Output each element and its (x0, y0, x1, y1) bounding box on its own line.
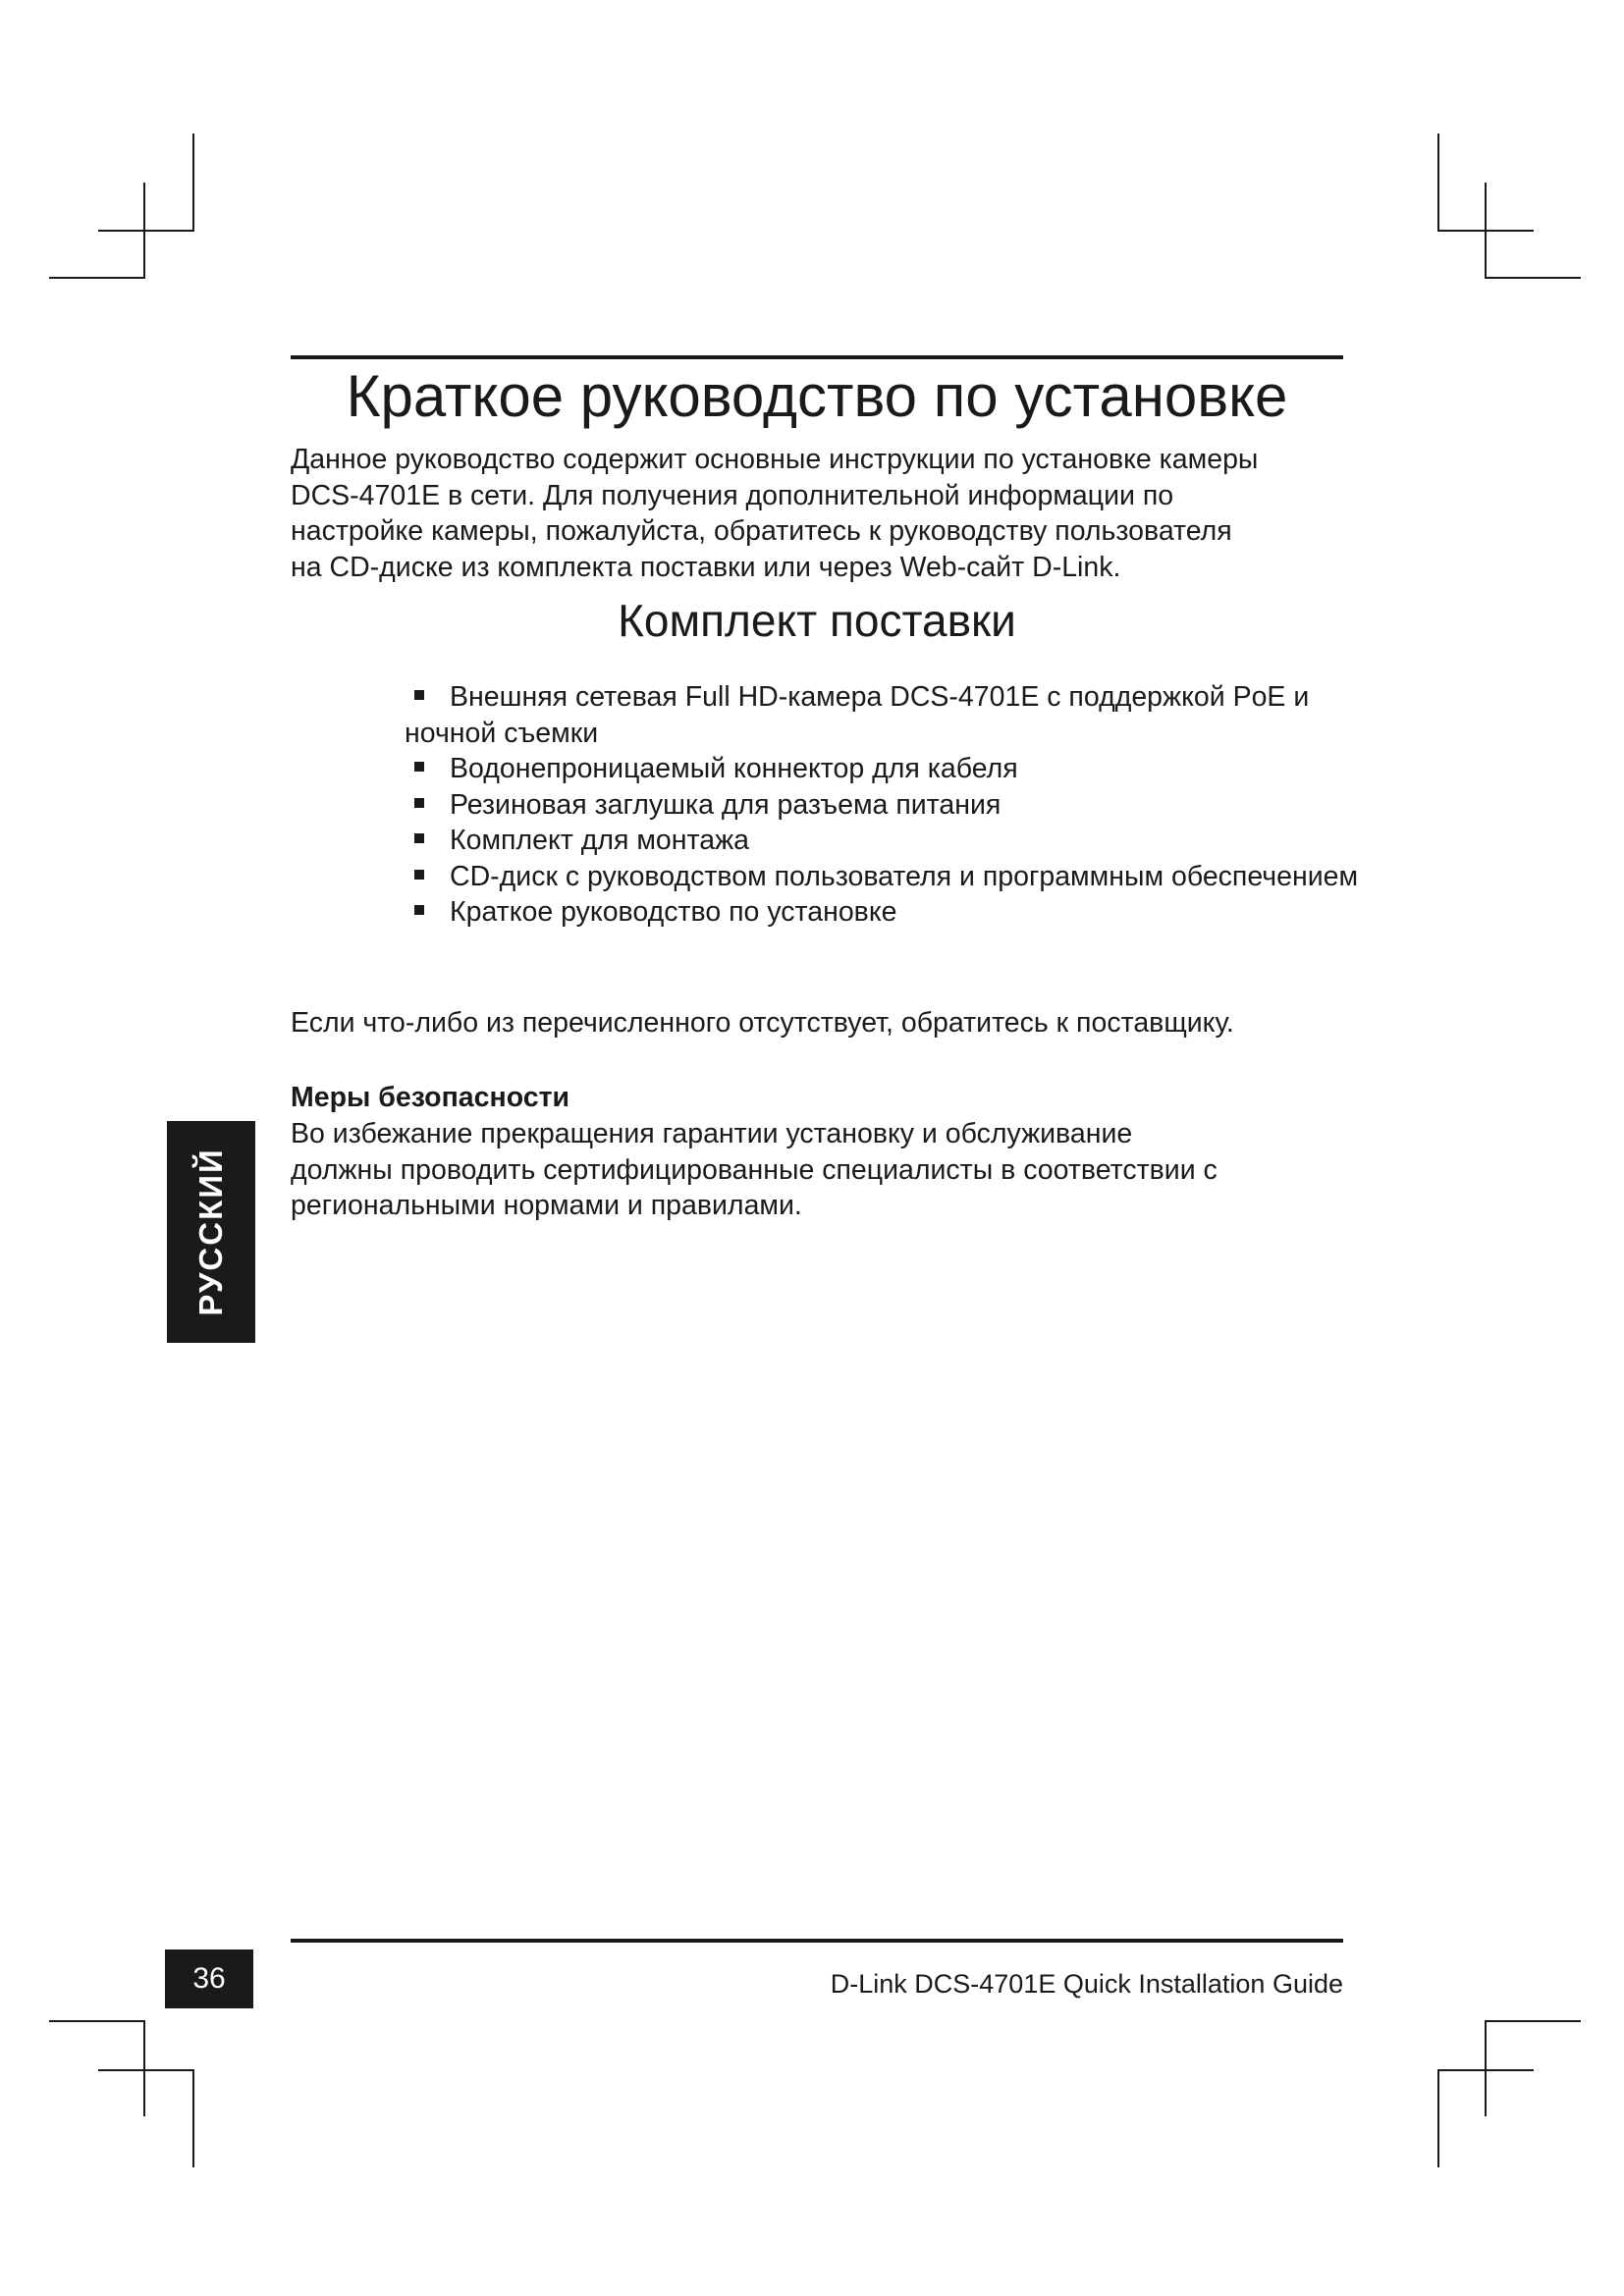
list-item-text: Внешняя сетевая Full HD-камера DCS-4701E с поддержкой PoE и ночной съемки (405, 681, 1310, 749)
crop-mark (98, 230, 194, 232)
safety-line: региональными нормами и правилами. (291, 1190, 802, 1221)
header-rule (291, 355, 1343, 359)
list-item-text: Резиновая заглушка для разъема питания (450, 788, 1001, 821)
safety-line: Во избежание прекращения гарантии установку и обслуживание (291, 1118, 1133, 1149)
crop-mark (98, 2069, 194, 2071)
crop-mark (1437, 2069, 1534, 2071)
crop-mark (1437, 2069, 1439, 2167)
page-title: Краткое руководство по установке (346, 363, 1288, 429)
language-tab (167, 1121, 255, 1343)
intro-line: на CD-диске из комплекта поставки или через Web-сайт D-Link. (291, 551, 1121, 583)
list-item-text: Водонепроницаемый коннектор для кабеля (450, 753, 1018, 784)
bullet-icon (414, 905, 424, 915)
intro-line: настройке камеры, пожалуйста, обратитесь к руководству пользователя (291, 515, 1232, 547)
page-number: 36 (165, 1949, 253, 2008)
safety-heading: Меры безопасности (291, 1082, 570, 1113)
bullet-icon (414, 798, 424, 808)
crop-mark (143, 183, 145, 279)
list-item (405, 894, 1396, 931)
crop-mark (143, 2020, 145, 2116)
safety-paragraph (291, 1116, 1361, 1224)
crop-mark (192, 2069, 194, 2167)
crop-mark (1485, 183, 1487, 279)
language-tab-label: РУССКИЙ (192, 1148, 229, 1316)
crop-mark (49, 277, 145, 279)
bullet-icon (414, 762, 424, 772)
safety-line: должны проводить сертифицированные специалисты в соответствии с (291, 1153, 1218, 1186)
intro-line: Данное руководство содержит основные инструкции по установке камеры (291, 444, 1259, 475)
list-item (405, 679, 1396, 751)
crop-mark (49, 2020, 145, 2022)
package-contents-heading: Комплект поставки (618, 595, 1016, 646)
crop-mark (192, 133, 194, 232)
crop-mark (1485, 2020, 1487, 2116)
bullet-icon (414, 833, 424, 843)
list-item-text: CD-диск с руководством пользователя и программным обеспечением (450, 860, 1359, 892)
bullet-icon (414, 690, 424, 700)
bullet-icon (414, 870, 424, 880)
intro-line: DCS-4701E в сети. Для получения дополнительной информации по (291, 479, 1174, 511)
missing-items-note: Если что-либо из перечисленного отсутствует, обратитесь к поставщику. (291, 1007, 1234, 1039)
footer-guide-title: D-Link DCS-4701E Quick Installation Guide (830, 1969, 1343, 1999)
list-item (405, 787, 1396, 824)
list-item-text: Комплект для монтажа (450, 825, 750, 856)
list-item-text: Краткое руководство по установке (450, 896, 897, 928)
footer-rule (291, 1939, 1343, 1943)
list-item (405, 823, 1396, 859)
list-item (405, 859, 1396, 895)
crop-mark (1485, 277, 1581, 279)
list-item (405, 751, 1396, 787)
package-contents-list (405, 679, 1396, 931)
crop-mark (1437, 133, 1439, 232)
crop-mark (1485, 2020, 1581, 2022)
intro-paragraph (291, 442, 1361, 585)
